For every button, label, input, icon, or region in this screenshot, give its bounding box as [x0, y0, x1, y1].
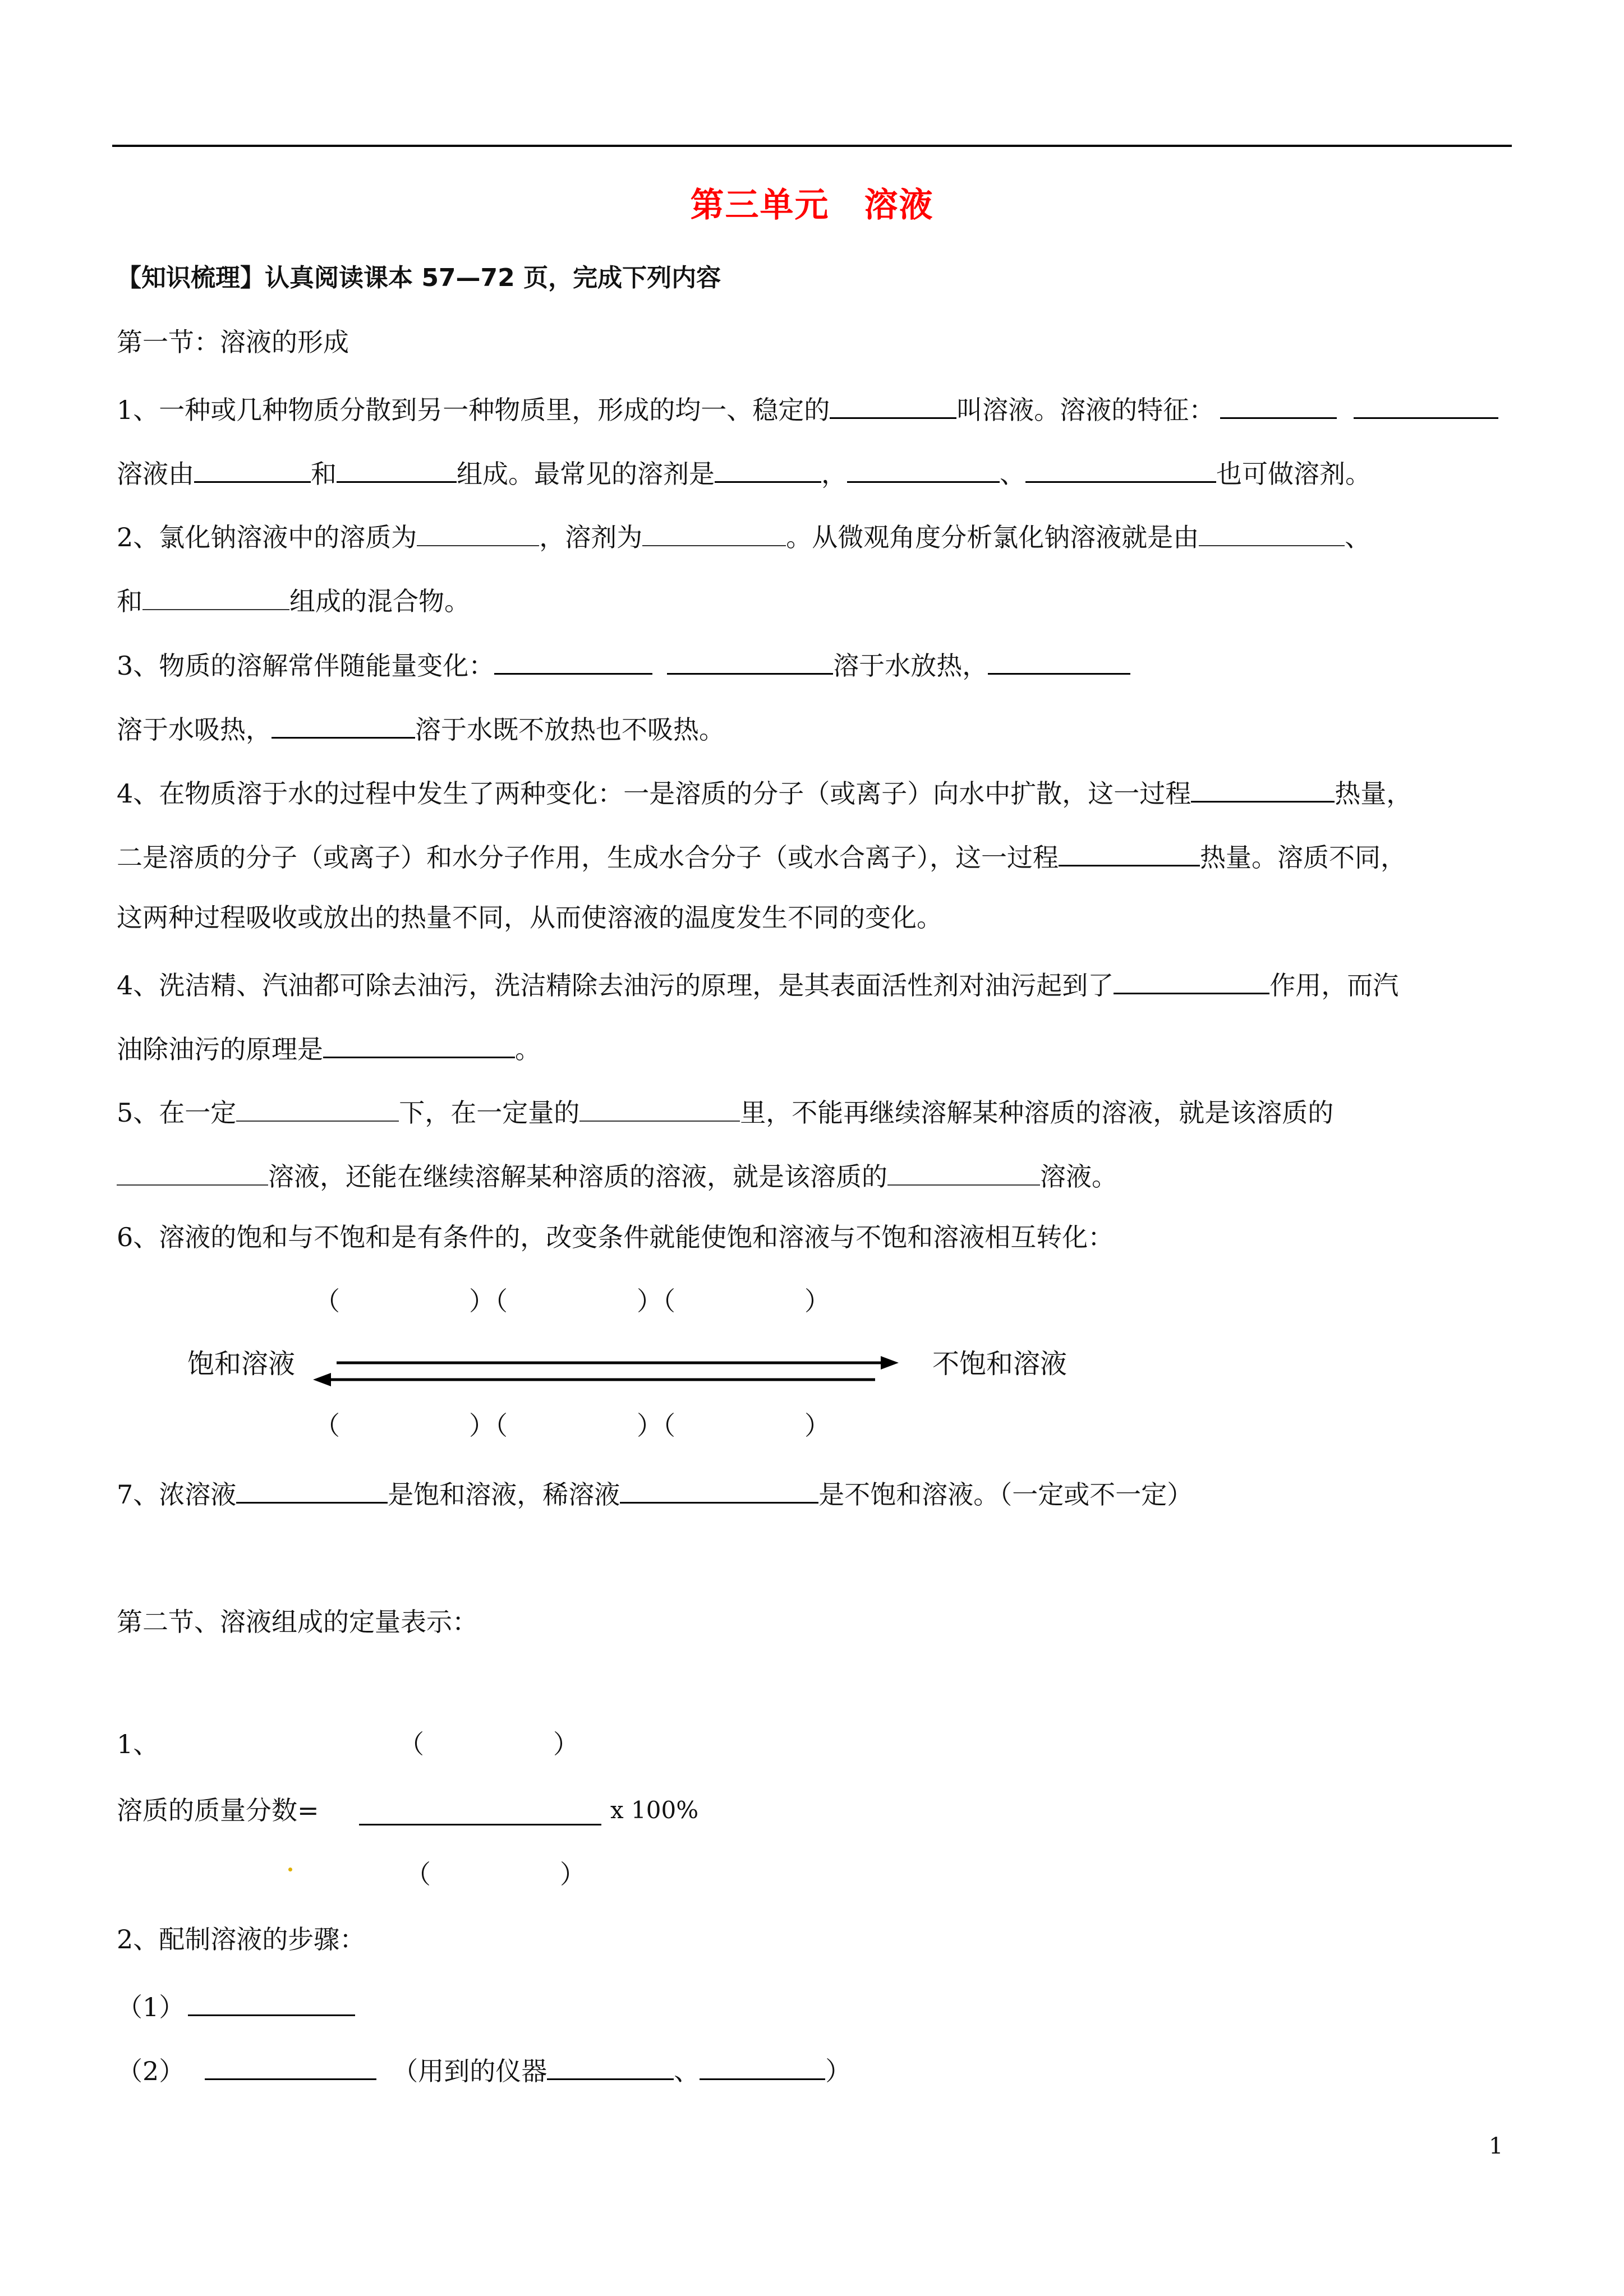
q3-line2: 溶于水吸热， 溶于水既不放热也不吸热。	[117, 709, 725, 746]
section1-heading: 第一节：溶液的形成	[117, 327, 349, 357]
q5-line2: 溶液，还能在继续溶解某种溶质的溶液，就是该溶质的 溶液。	[117, 1156, 1117, 1193]
q2-blank-3[interactable]	[1199, 517, 1345, 546]
step1-line: （1）	[117, 1986, 355, 2024]
step2-instrument-blank-1[interactable]	[547, 2050, 674, 2080]
q7-blank-2[interactable]	[620, 1474, 818, 1504]
step1-blank[interactable]	[188, 1986, 355, 2016]
formula-denominator-paren[interactable]: （ ）	[405, 1859, 586, 1889]
q4-blank-1[interactable]	[1191, 773, 1335, 803]
formula-numerator-paren[interactable]: （ ）	[398, 1729, 579, 1759]
header-bracket: 【知识梳理】	[117, 264, 265, 292]
saturated-label: 饱和溶液	[187, 1348, 296, 1380]
q2-blank-4[interactable]	[142, 581, 289, 610]
knowledge-header	[117, 261, 721, 295]
section2-heading: 第二节、溶液组成的定量表示：	[117, 1607, 478, 1637]
q2-blank-2[interactable]	[642, 517, 786, 546]
conversion-arrows	[303, 1352, 909, 1391]
q5-line1: 5、在一定 下，在一定量的 里，不能再继续溶解某种溶质的溶液，就是该溶质的	[117, 1092, 1333, 1129]
unsaturated-label: 不饱和溶液	[932, 1348, 1068, 1380]
q4-line1: 4、在物质溶于水的过程中发生了两种变化：一是溶质的分子（或离子）向水中扩散，这一过程 热量，	[117, 773, 1412, 810]
q4b-blank-1[interactable]	[1114, 965, 1269, 994]
formula-label: 溶质的质量分数=	[117, 1795, 319, 1825]
step2-line: （2） （用到的仪器 、 ）	[117, 2050, 851, 2088]
q6-conditions-top[interactable]: （ ）（ ）（ ）	[314, 1286, 830, 1316]
q1-blank-5[interactable]	[337, 453, 457, 483]
q2-line2: 和 组成的混合物。	[117, 581, 470, 618]
unit-title: 第三单元 溶液	[690, 186, 934, 225]
steps-heading: 2、配制溶液的步骤：	[117, 1924, 366, 1954]
fraction-bar	[359, 1824, 601, 1825]
page-number: 1	[1489, 2133, 1503, 2159]
q5-blank-3[interactable]	[117, 1156, 268, 1186]
q4-line2: 二是溶质的分子（或离子）和水分子作用，生成水合分子（或水合离子），这一过程 热量。溶质不同，	[117, 837, 1406, 874]
q6-text: 6、溶液的饱和与不饱和是有条件的，改变条件就能使饱和溶液与不饱和溶液相互转化：	[117, 1222, 1114, 1252]
q1-line1: 1、一种或几种物质分散到另一种物质里，形成的均一、稳定的 叫溶液。溶液的特征：	[117, 389, 1498, 427]
q6-conditions-bottom[interactable]: （ ）（ ）（ ）	[314, 1410, 830, 1441]
q3-blank-4[interactable]	[272, 709, 415, 739]
q2-line1: 2、氯化钠溶液中的溶质为 ，溶剂为 。从微观角度分析氯化钠溶液就是由 、	[117, 517, 1370, 554]
step2-instrument-blank-2[interactable]	[700, 2050, 825, 2080]
q3-blank-1[interactable]	[494, 645, 652, 675]
stray-dot	[288, 1868, 292, 1871]
q1-blank-1[interactable]	[830, 389, 956, 419]
q1-line2: 溶液由 和 组成。最常见的溶剂是 ， 、 也可做溶剂。	[117, 453, 1371, 491]
q1-blank-4[interactable]	[194, 453, 311, 483]
header-instruction: 认真阅读课本 57—72 页，完成下列内容	[265, 264, 721, 292]
q7-line: 7、浓溶液 是饱和溶液，稀溶液 是不饱和溶液。（一定或不一定）	[117, 1474, 1193, 1511]
q5-blank-4[interactable]	[887, 1156, 1040, 1186]
q3-blank-3[interactable]	[988, 645, 1130, 675]
q1-blank-3[interactable]	[1354, 389, 1498, 419]
q1-blank-2[interactable]	[1220, 389, 1337, 419]
q4-line3: 这两种过程吸收或放出的热量不同，从而使溶液的温度发生不同的变化。	[117, 902, 942, 933]
q2-blank-1[interactable]	[417, 517, 539, 546]
q4b-line1: 4、洗洁精、汽油都可除去油污，洗洁精除去油污的原理，是其表面活性剂对油污起到了 作用，而汽	[117, 965, 1398, 1002]
formula-number: 1、	[117, 1729, 159, 1759]
q4b-line2: 油除油污的原理是 。	[117, 1029, 541, 1066]
q3-line1: 3、物质的溶解常伴随能量变化： 溶于水放热，	[117, 645, 1130, 683]
q1-blank-8[interactable]	[1025, 453, 1216, 483]
q4b-blank-2[interactable]	[323, 1029, 515, 1058]
q4-blank-2[interactable]	[1059, 837, 1200, 866]
q5-blank-1[interactable]	[236, 1092, 399, 1122]
q1-blank-6[interactable]	[715, 453, 821, 483]
q1-blank-7[interactable]	[847, 453, 1000, 483]
top-rule	[112, 145, 1512, 147]
step2-blank[interactable]	[205, 2050, 376, 2080]
q5-blank-2[interactable]	[579, 1092, 740, 1122]
formula-times: x 100%	[610, 1796, 699, 1824]
q7-blank-1[interactable]	[236, 1474, 388, 1504]
q3-blank-2[interactable]	[667, 645, 833, 675]
